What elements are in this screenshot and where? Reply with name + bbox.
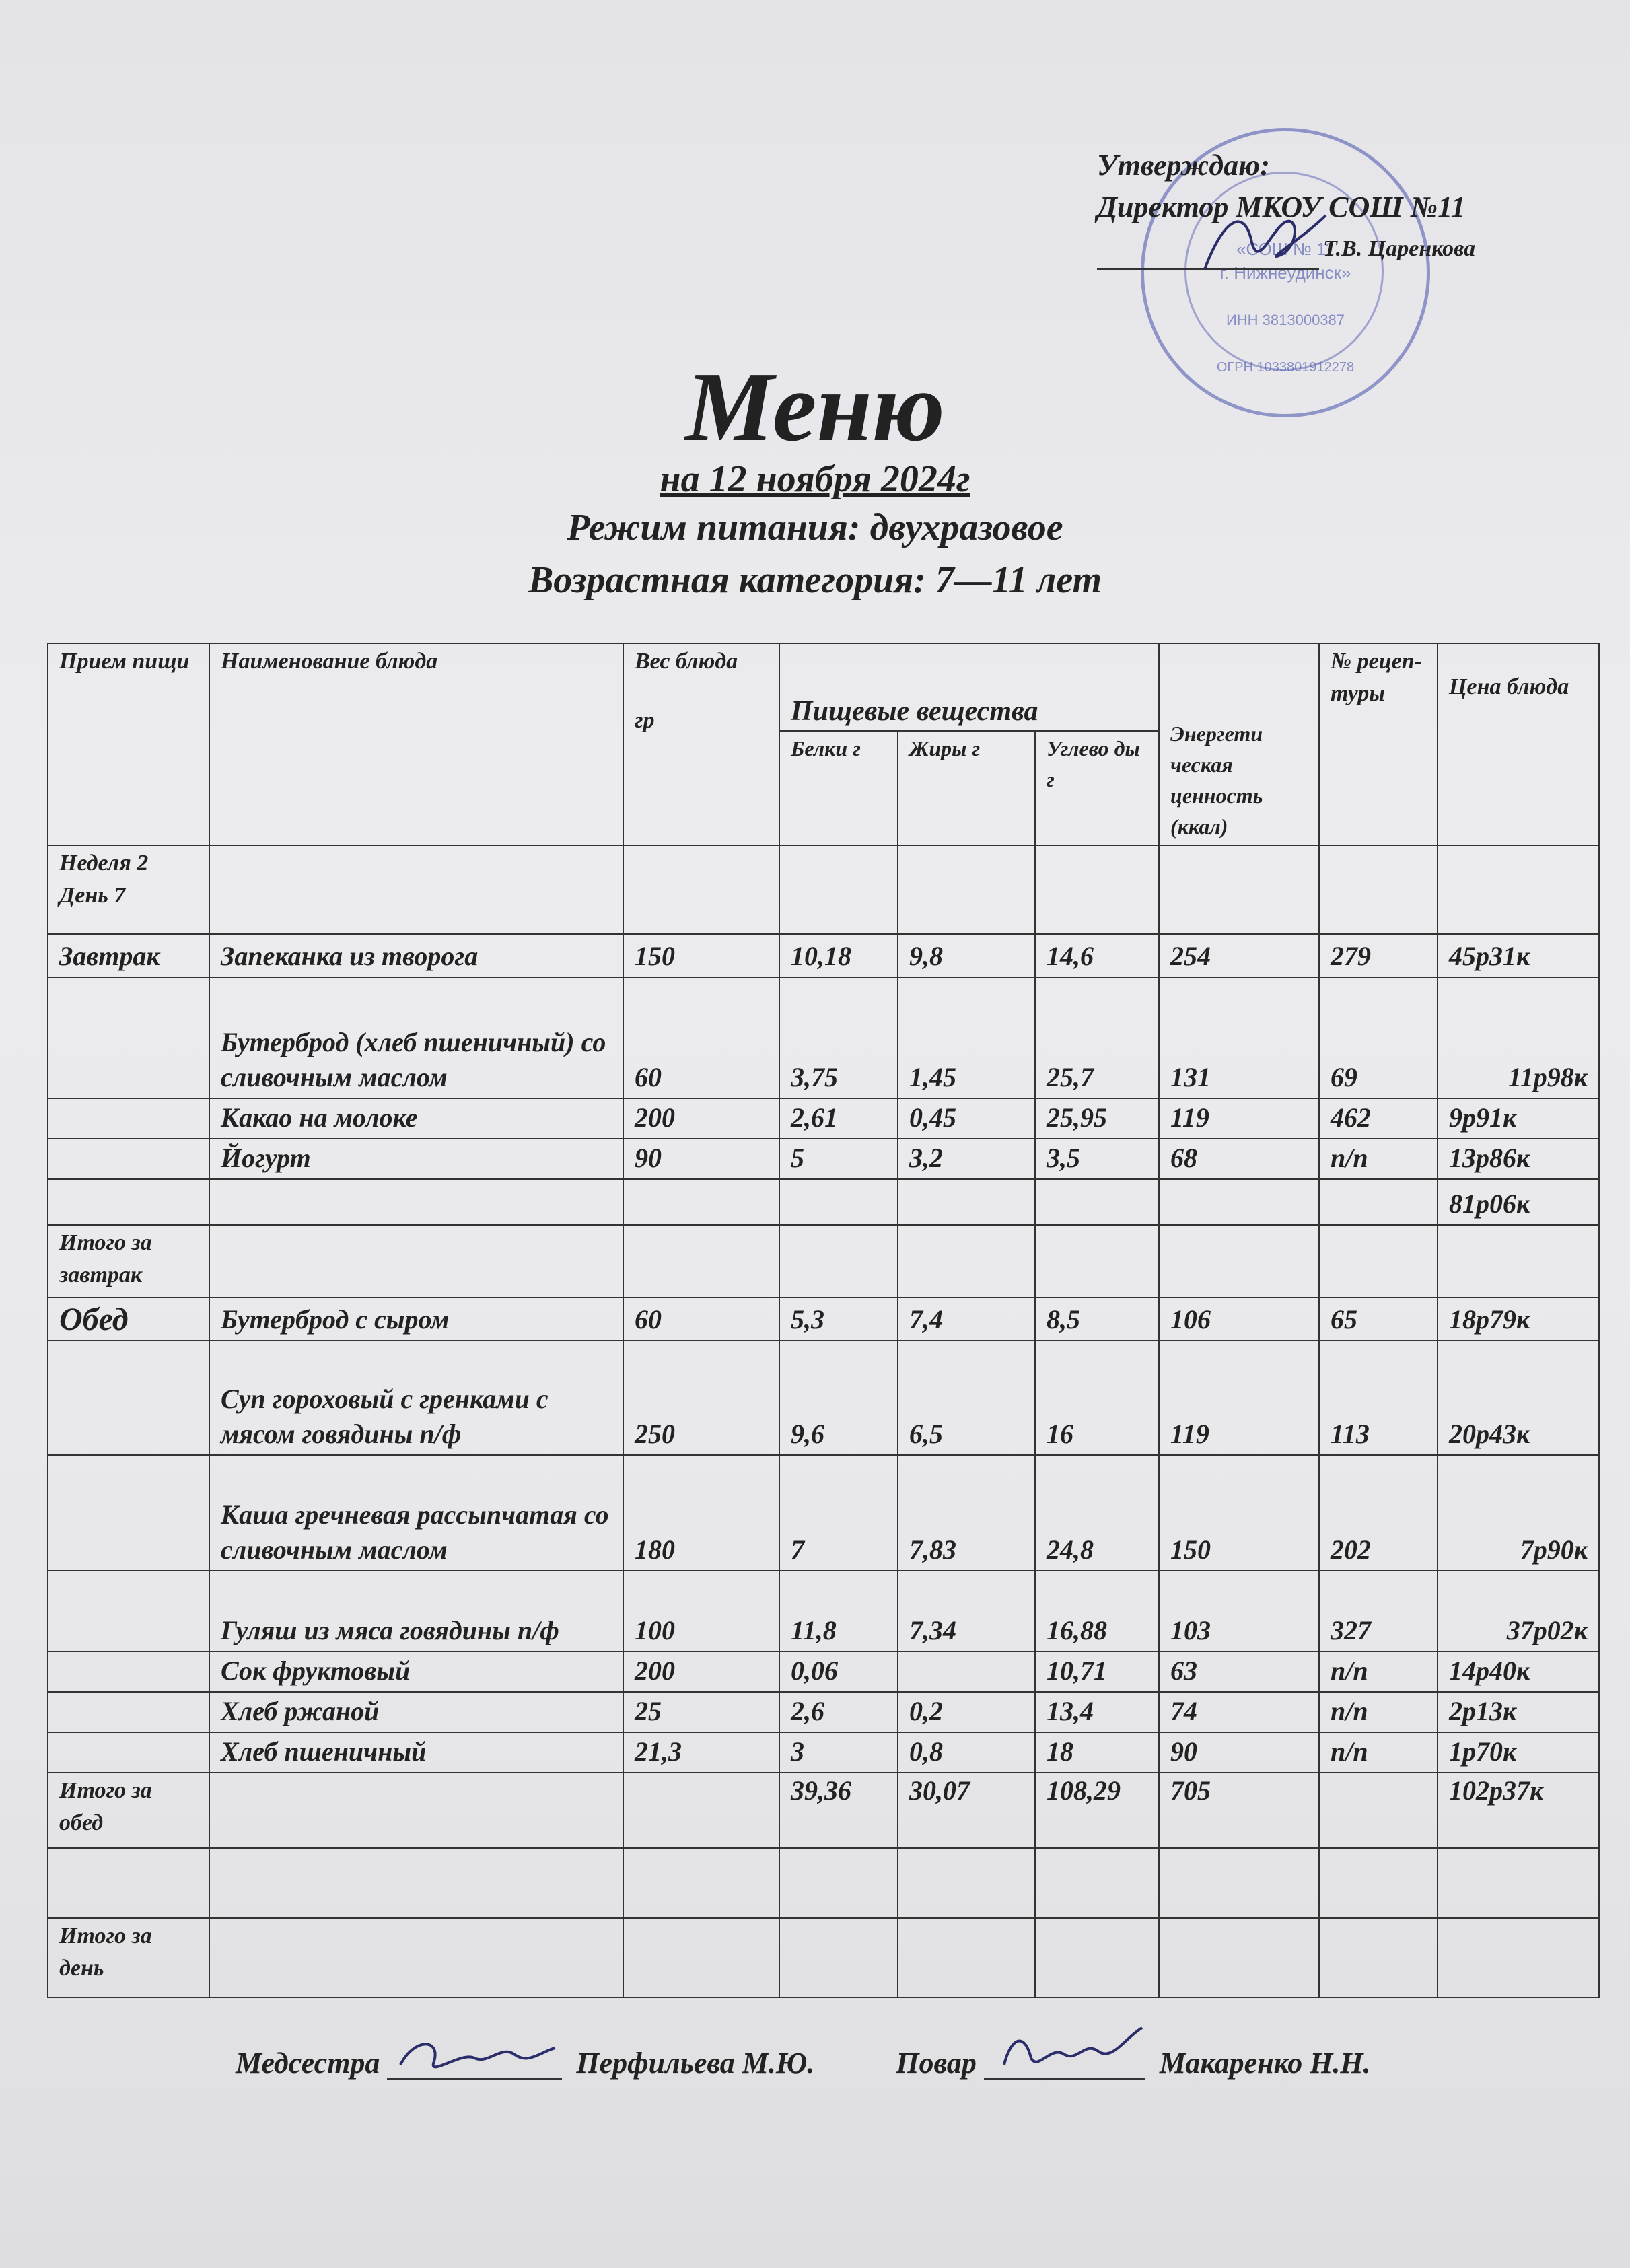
approval-line-3 — [1097, 228, 1582, 270]
empty-cell — [1319, 845, 1438, 934]
empty-cell — [1035, 845, 1159, 934]
nurse-label: Медсестра — [236, 2047, 380, 2080]
fat-cell — [898, 1848, 1035, 1918]
table-row — [48, 1918, 1599, 1997]
energy-cell: 150 — [1159, 1455, 1319, 1571]
price-cell: 18р79к — [1438, 1298, 1599, 1341]
header-dish: Наименование блюда — [209, 643, 623, 845]
empty-cell — [779, 845, 898, 934]
table-row — [48, 1225, 1599, 1298]
weight-cell — [623, 1918, 779, 1997]
dish-cell — [209, 1773, 623, 1848]
weight-cell: 150 — [623, 934, 779, 977]
table-row — [48, 1848, 1599, 1918]
meal-cell — [48, 1571, 209, 1652]
age-category-line: Возрастная категория: 7—11 лет — [528, 559, 1102, 601]
meal-cell: Обед — [48, 1298, 209, 1341]
table-row — [48, 1179, 1599, 1225]
weight-cell — [623, 1179, 779, 1225]
protein-cell: 11,8 — [779, 1571, 898, 1652]
energy-cell: 131 — [1159, 977, 1319, 1098]
empty-cell — [1159, 845, 1319, 934]
protein-cell — [779, 1918, 898, 1997]
recipe-cell — [1319, 1773, 1438, 1848]
recipe-cell: п/п — [1319, 1652, 1438, 1692]
recipe-cell: п/п — [1319, 1139, 1438, 1179]
carbs-cell: 10,71 — [1035, 1652, 1159, 1692]
weight-cell: 60 — [623, 977, 779, 1098]
cook-name: Макаренко Н.Н. — [1159, 2047, 1371, 2080]
fat-cell: 0,45 — [898, 1098, 1035, 1139]
meal-cell — [48, 1179, 209, 1225]
nurse-signature — [387, 2031, 562, 2085]
recipe-cell: 65 — [1319, 1298, 1438, 1341]
dish-cell: Бутерброд с сыром — [209, 1298, 623, 1341]
lunch-total-carbs: 108,29 — [1035, 1773, 1159, 1848]
energy-cell: 74 — [1159, 1692, 1319, 1732]
lunch-total-protein: 39,36 — [779, 1773, 898, 1848]
table-row — [48, 1692, 1599, 1732]
meal-cell — [48, 1732, 209, 1773]
table-row — [48, 934, 1599, 977]
seal-inn: ИНН 3813000387 — [1226, 312, 1345, 328]
protein-cell: 5 — [779, 1139, 898, 1179]
fat-cell — [898, 1652, 1035, 1692]
table-row — [48, 1571, 1599, 1652]
approval-line-1: Утверждаю: — [1097, 149, 1270, 182]
price-cell: 7р90к — [1438, 1455, 1599, 1571]
energy-cell: 254 — [1159, 934, 1319, 977]
seal-center-text-1: «СОШ № 11 — [1236, 239, 1335, 259]
seal-ogrn: ОГРН 1033801912278 — [1216, 360, 1355, 375]
meal-mode-line: Режим питания: двухразовое — [567, 507, 1063, 548]
header-energy: Энергети ческая ценность (ккал) — [1159, 643, 1319, 845]
carbs-cell: 14,6 — [1035, 934, 1159, 977]
energy-cell: 119 — [1159, 1341, 1319, 1455]
table-row — [48, 1652, 1599, 1692]
cook-label: Повар — [896, 2047, 977, 2080]
protein-cell: 9,6 — [779, 1341, 898, 1455]
recipe-cell: п/п — [1319, 1692, 1438, 1732]
weight-cell: 200 — [623, 1098, 779, 1139]
fat-cell: 3,2 — [898, 1139, 1035, 1179]
dish-cell: Сок фруктовый — [209, 1652, 623, 1692]
breakfast-total-label: Итого за завтрак — [48, 1225, 209, 1298]
protein-cell: 3,75 — [779, 977, 898, 1098]
lunch-total-price: 102р37к — [1438, 1773, 1599, 1848]
protein-cell — [779, 1225, 898, 1298]
dish-cell: Запеканка из творога — [209, 934, 623, 977]
carbs-cell: 13,4 — [1035, 1692, 1159, 1732]
price-cell: 2р13к — [1438, 1692, 1599, 1732]
weight-cell: 21,3 — [623, 1732, 779, 1773]
table-row — [48, 1455, 1599, 1571]
table-row — [48, 1098, 1599, 1139]
recipe-cell: 327 — [1319, 1571, 1438, 1652]
menu-table — [47, 643, 1600, 1998]
weight-cell: 90 — [623, 1139, 779, 1179]
meal-cell — [48, 1455, 209, 1571]
recipe-cell — [1319, 1918, 1438, 1997]
meal-cell — [48, 1692, 209, 1732]
cook-signature-line — [984, 2049, 1145, 2080]
nurse-signature-line — [387, 2049, 562, 2080]
meal-cell — [48, 1098, 209, 1139]
energy-cell: 90 — [1159, 1732, 1319, 1773]
lunch-total-label: Итого за обед — [48, 1773, 209, 1848]
dish-cell: Суп гороховый с гренками с мясом говядины п/ф — [209, 1341, 623, 1455]
weight-cell: 60 — [623, 1298, 779, 1341]
fat-cell: 7,4 — [898, 1298, 1035, 1341]
meal-cell — [48, 1341, 209, 1455]
fat-cell — [898, 1918, 1035, 1997]
fat-cell: 9,8 — [898, 934, 1035, 977]
fat-cell: 1,45 — [898, 977, 1035, 1098]
meal-cell — [48, 1652, 209, 1692]
dish-cell: Какао на молоке — [209, 1098, 623, 1139]
signatures-footer — [236, 2046, 1371, 2080]
recipe-cell: 202 — [1319, 1455, 1438, 1571]
price-cell — [1438, 1848, 1599, 1918]
header-weight — [623, 643, 779, 845]
meal-cell: Завтрак — [48, 934, 209, 977]
fat-cell: 7,34 — [898, 1571, 1035, 1652]
protein-cell: 2,61 — [779, 1098, 898, 1139]
carbs-cell — [1035, 1848, 1159, 1918]
dish-cell: Хлеб пшеничный — [209, 1732, 623, 1773]
protein-cell — [779, 1848, 898, 1918]
carbs-cell: 18 — [1035, 1732, 1159, 1773]
meal-cell — [48, 1139, 209, 1179]
dish-cell — [209, 1918, 623, 1997]
price-cell — [1438, 1918, 1599, 1997]
dish-cell — [209, 1225, 623, 1298]
price-cell: 13р86к — [1438, 1139, 1599, 1179]
empty-cell — [209, 845, 623, 934]
price-cell: 1р70к — [1438, 1732, 1599, 1773]
recipe-cell: 113 — [1319, 1341, 1438, 1455]
fat-cell: 7,83 — [898, 1455, 1035, 1571]
carbs-cell: 25,7 — [1035, 977, 1159, 1098]
protein-cell: 5,3 — [779, 1298, 898, 1341]
weight-cell — [623, 1225, 779, 1298]
header-weight-label: Вес блюда — [635, 649, 738, 674]
meal-cell — [48, 977, 209, 1098]
protein-cell: 10,18 — [779, 934, 898, 977]
fat-cell: 0,8 — [898, 1732, 1035, 1773]
energy-cell: 68 — [1159, 1139, 1319, 1179]
energy-cell — [1159, 1848, 1319, 1918]
empty-cell — [1438, 845, 1599, 934]
cook-signature — [984, 2024, 1145, 2085]
approval-line-2: Директор МКОУ СОШ №11 — [1097, 190, 1466, 223]
meal-cell — [48, 1848, 209, 1918]
header-carbs: Углево ды г — [1035, 731, 1159, 845]
dish-cell: Йогурт — [209, 1139, 623, 1179]
fat-cell: 0,2 — [898, 1692, 1035, 1732]
table-row — [48, 977, 1599, 1098]
price-cell: 14р40к — [1438, 1652, 1599, 1692]
dish-cell: Каша гречневая рассыпчатая со сливочным маслом — [209, 1455, 623, 1571]
price-cell: 45р31к — [1438, 934, 1599, 977]
table-row — [48, 1298, 1599, 1341]
header-protein: Белки г — [779, 731, 898, 845]
recipe-cell — [1319, 1179, 1438, 1225]
approval-block — [1097, 145, 1582, 270]
director-signature — [1198, 202, 1333, 283]
table-row — [48, 1341, 1599, 1455]
date-line: на 12 ноября 2024г — [660, 458, 970, 500]
table-row — [48, 1139, 1599, 1179]
header-recipe: № рецеп- туры — [1319, 643, 1438, 845]
price-cell: 20р43к — [1438, 1341, 1599, 1455]
empty-cell — [898, 845, 1035, 934]
energy-cell: 119 — [1159, 1098, 1319, 1139]
page-title: Меню — [685, 352, 945, 462]
recipe-cell: 279 — [1319, 934, 1438, 977]
carbs-cell: 16,88 — [1035, 1571, 1159, 1652]
price-cell: 9р91к — [1438, 1098, 1599, 1139]
protein-cell — [779, 1179, 898, 1225]
breakfast-total-price: 81р06к — [1438, 1179, 1599, 1225]
carbs-cell — [1035, 1918, 1159, 1997]
energy-cell: 103 — [1159, 1571, 1319, 1652]
recipe-cell: 69 — [1319, 977, 1438, 1098]
table-row — [48, 1732, 1599, 1773]
weight-cell: 25 — [623, 1692, 779, 1732]
price-cell — [1438, 1225, 1599, 1298]
energy-cell — [1159, 1225, 1319, 1298]
protein-cell: 2,6 — [779, 1692, 898, 1732]
dish-cell — [209, 1848, 623, 1918]
protein-cell: 0,06 — [779, 1652, 898, 1692]
recipe-cell — [1319, 1848, 1438, 1918]
carbs-cell: 3,5 — [1035, 1139, 1159, 1179]
header-nutrients: Пищевые вещества — [779, 643, 1159, 731]
carbs-cell — [1035, 1179, 1159, 1225]
protein-cell: 3 — [779, 1732, 898, 1773]
week-day-cell: Неделя 2 День 7 — [48, 845, 209, 934]
dish-cell: Хлеб ржаной — [209, 1692, 623, 1732]
weight-cell — [623, 1848, 779, 1918]
carbs-cell: 24,8 — [1035, 1455, 1159, 1571]
header-price: Цена блюда — [1438, 643, 1599, 845]
weight-cell: 100 — [623, 1571, 779, 1652]
recipe-cell: п/п — [1319, 1732, 1438, 1773]
header-fat: Жиры г — [898, 731, 1035, 845]
nurse-name: Перфильева М.Ю. — [576, 2047, 815, 2080]
carbs-cell: 8,5 — [1035, 1298, 1159, 1341]
weight-cell — [623, 1773, 779, 1848]
day-total-label: Итого за день — [48, 1918, 209, 1997]
protein-cell: 7 — [779, 1455, 898, 1571]
lunch-total-energy: 705 — [1159, 1773, 1319, 1848]
director-name: Т.В. Царенкова — [1323, 236, 1476, 261]
energy-cell: 106 — [1159, 1298, 1319, 1341]
lunch-total-fat: 30,07 — [898, 1773, 1035, 1848]
price-cell: 37р02к — [1438, 1571, 1599, 1652]
dish-cell: Бутерброд (хлеб пшеничный) со сливочным маслом — [209, 977, 623, 1098]
seal-center-text-2: г. Нижнеудинск» — [1219, 262, 1351, 283]
dish-cell — [209, 1179, 623, 1225]
dish-cell: Гуляш из мяса говядины п/ф — [209, 1571, 623, 1652]
fat-cell — [898, 1179, 1035, 1225]
energy-cell — [1159, 1918, 1319, 1997]
weight-cell: 250 — [623, 1341, 779, 1455]
carbs-cell: 16 — [1035, 1341, 1159, 1455]
header-weight-unit: гр — [635, 708, 655, 733]
carbs-cell: 25,95 — [1035, 1098, 1159, 1139]
carbs-cell — [1035, 1225, 1159, 1298]
fat-cell — [898, 1225, 1035, 1298]
fat-cell: 6,5 — [898, 1341, 1035, 1455]
weight-cell: 180 — [623, 1455, 779, 1571]
empty-cell — [623, 845, 779, 934]
recipe-cell — [1319, 1225, 1438, 1298]
table-row — [48, 1773, 1599, 1848]
recipe-cell: 462 — [1319, 1098, 1438, 1139]
header-meal: Прием пищи — [48, 643, 209, 845]
energy-cell: 63 — [1159, 1652, 1319, 1692]
energy-cell — [1159, 1179, 1319, 1225]
price-cell: 11р98к — [1438, 977, 1599, 1098]
weight-cell: 200 — [623, 1652, 779, 1692]
